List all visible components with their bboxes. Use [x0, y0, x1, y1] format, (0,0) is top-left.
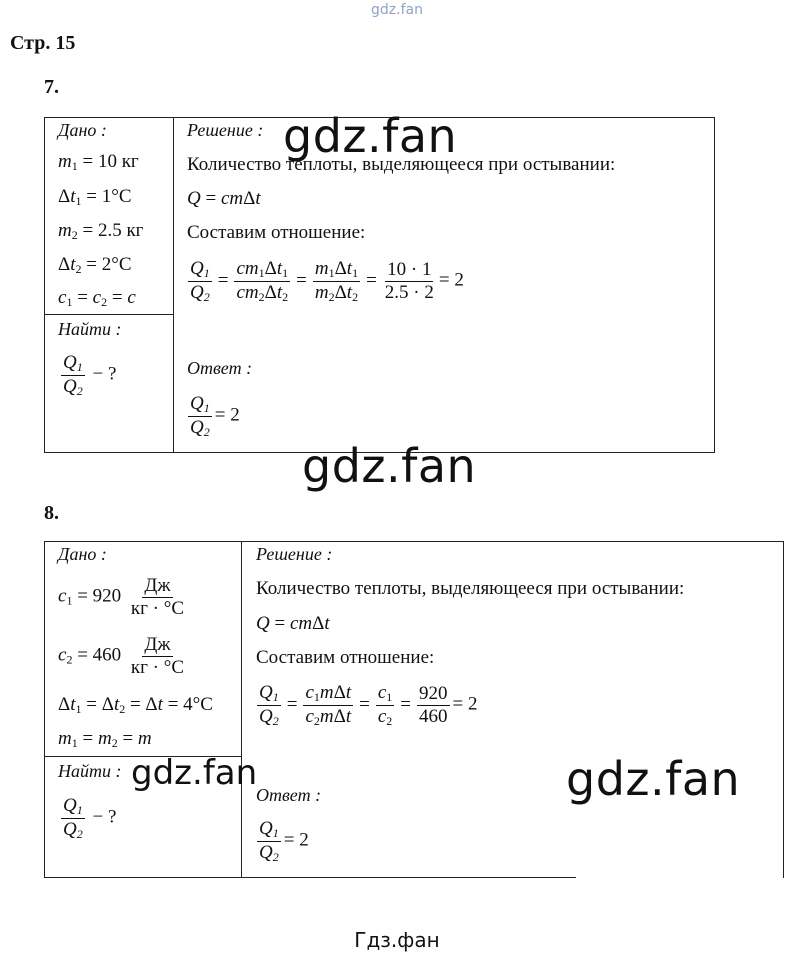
unit-den: кг · °C — [130, 597, 185, 619]
problem-8-ratio-result: = 2 — [452, 693, 478, 715]
problem-8-given-label: Дано : — [58, 544, 107, 564]
problem-7-divider — [173, 117, 174, 453]
problem-8-text1: Количество теплоты, выделяющееся при остывании: — [256, 578, 685, 599]
problem-7-given-divider — [44, 314, 174, 315]
problem-7-given-m1: $m_1 = 10$ кг — [58, 151, 139, 173]
problem-8-given-c2: $c_2 = 460$ $\frac{Дж}{кг \cdot ^\circ C}$ — [58, 634, 185, 678]
problem-8-solution-label: Решение : — [256, 544, 333, 564]
problem-8-find-label: Найти : — [58, 761, 122, 781]
problem-8-ratio-den: 460 — [419, 705, 448, 727]
watermark-4: gdz.fan — [566, 752, 741, 806]
problem-7-text2: Составим отношение: — [187, 222, 366, 243]
page-label: Стр. 15 — [10, 32, 76, 54]
problem-8-answer-label: Ответ : — [256, 785, 322, 805]
problem-7-ratio-result: = 2 — [438, 269, 464, 291]
problem-8-ratio-num: 920 — [419, 682, 448, 704]
problem-7-find: $\frac{Q_1}{Q_2}$ − ? — [63, 352, 117, 398]
problem-8-given-dt: $\Delta t_1 = \Delta t_2 = \Delta t = 4^\circ C$ — [58, 694, 213, 716]
problem-7-solution-label: Решение : — [187, 120, 264, 140]
problem-7-given-m2: $m_2 = 2.5$ кг — [58, 220, 144, 242]
problem-8-given-m: $m_1 = m_2 = m$ — [58, 728, 152, 750]
watermark-1: gdz.fan — [283, 109, 458, 163]
problem-8-given-c1: $c_1 = 920$ $\frac{Дж}{кг \cdot ^\circ C}$ — [58, 575, 185, 619]
problem-7-given-c: $c_1 = c_2 = c$ — [58, 287, 136, 309]
problem-8-divider — [241, 541, 242, 878]
watermark-footer: Гдз.фан — [354, 928, 440, 952]
problem-8-answer: $\frac{Q_1}{Q_2}$ = 2 — [259, 818, 309, 864]
problem-7-formula: Q = cmΔt — [187, 188, 261, 209]
problem-8-number: 8. — [44, 502, 59, 524]
problem-8-find: $\frac{Q_1}{Q_2}$ − ? — [63, 795, 117, 841]
problem-8-formula: Q = cmΔt — [256, 613, 330, 634]
problem-8-ratio: $\frac{Q_1}{Q_2}$ = $\frac{c_1m\Delta t}{c_2m\Delta t}$ = $\frac{c_1}{c_2}$ = $\frac{920}{460}$ = 2 — [259, 682, 478, 728]
problem-8-answer-value: = 2 — [283, 829, 309, 851]
watermark-2: gdz.fan — [302, 439, 477, 493]
problem-8-text2: Составим отношение: — [256, 647, 435, 668]
problem-7-answer-value: = 2 — [214, 404, 240, 426]
watermark-top: gdz.fan — [371, 2, 423, 18]
unit-den: кг · °C — [130, 656, 185, 678]
problem-7-ratio-den: 2.5 · 2 — [384, 281, 434, 303]
unit-num: Дж — [144, 575, 171, 596]
problem-7-given-dt1: $\Delta t_1 = 1^\circ C$ — [58, 186, 132, 208]
unit-num: Дж — [144, 634, 171, 655]
problem-7-given-label: Дано : — [58, 120, 107, 140]
problem-7-ratio-num: 10 · 1 — [387, 258, 432, 280]
problem-7-answer: $\frac{Q_1}{Q_2}$ = 2 — [190, 393, 240, 439]
watermark-3: gdz.fan — [131, 753, 258, 793]
problem-7-given-dt2: $\Delta t_2 = 2^\circ C$ — [58, 254, 132, 276]
problem-7-number: 7. — [44, 76, 59, 98]
problem-8-bottom-line — [44, 877, 576, 878]
problem-7-text1: Количество теплоты, выделяющееся при остывании: — [187, 154, 616, 175]
problem-7-ratio: $\frac{Q_1}{Q_2}$ = $\frac{cm_1\Delta t_1}{cm_2\Delta t_2}$ = $\frac{m_1\Delta t_1}{m_2\Delta t_2}$ = $\frac{10 \cdot 1}{2.5 \cdot 2}$ = 2 — [190, 258, 464, 304]
problem-7-find-label: Найти : — [58, 319, 122, 339]
problem-7-answer-label: Ответ : — [187, 358, 253, 378]
